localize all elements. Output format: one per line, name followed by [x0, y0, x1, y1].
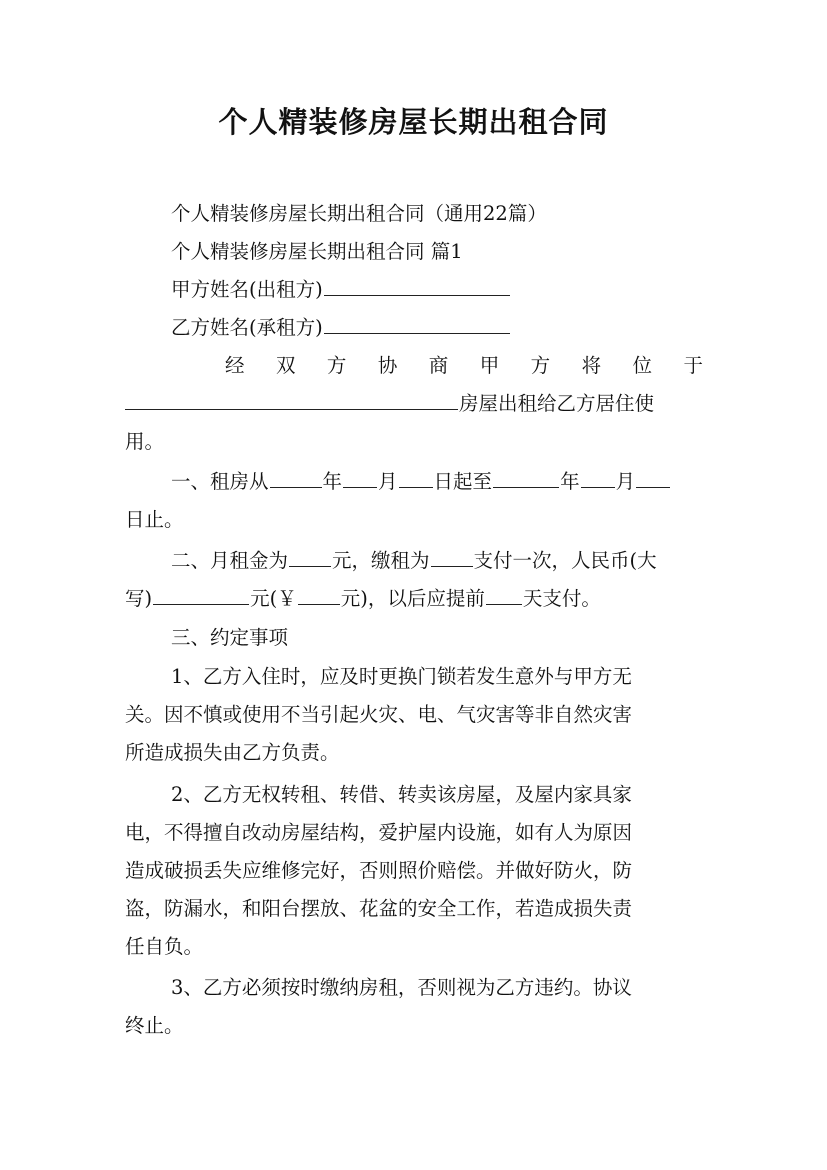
item3-text-1: 3、乙方必须按时缴纳房租，否则视为乙方违约。协议 — [171, 976, 632, 999]
clause2-pay: 支付一次，人民币(大 — [473, 549, 657, 572]
intro-char: 方 — [326, 354, 347, 377]
clause2-yuan: 元，缴租为 — [332, 549, 430, 572]
intro-line-3-text: 用。 — [125, 430, 165, 453]
item1-text-2: 关。因不慎或使用不当引起火灾、电、气灾害等非自然灾害 — [125, 703, 633, 726]
clause1-day-to: 日起至 — [433, 470, 493, 493]
subtitle-line — [171, 195, 749, 233]
rmb-number-blank[interactable] — [298, 584, 340, 605]
item1-text-1: 1、乙方入住时，应及时更换门锁若发生意外与甲方无 — [171, 665, 632, 688]
party-b-label: 乙方姓名(承租方) — [171, 316, 323, 339]
item1-text-3: 所造成损失由乙方负责。 — [125, 741, 340, 764]
party-a-line — [171, 271, 749, 309]
end-day-blank[interactable] — [636, 467, 670, 488]
subtitle: 个人精装修房屋长期出租合同（通用22篇） — [171, 202, 547, 225]
item2-line-3 — [125, 852, 703, 890]
intro-line-3 — [125, 423, 703, 461]
clause2-line2-a: 写) — [125, 587, 153, 610]
item2-line-1 — [171, 776, 749, 814]
item1-line-3 — [125, 734, 703, 772]
section-title-line — [171, 233, 749, 271]
rmb-words-blank[interactable] — [153, 584, 249, 605]
clause1-text-a: 一、租房从 — [171, 470, 269, 493]
clause3-heading-line — [171, 619, 749, 657]
clause2-line2-b: 元(￥ — [250, 587, 297, 610]
clause1-line-2 — [125, 501, 703, 539]
party-b-blank[interactable] — [324, 313, 510, 334]
item2-text-2: 电，不得擅自改动房屋结构，爱护屋内设施，如有人为原因 — [125, 821, 633, 844]
party-a-label: 甲方姓名(出租方) — [171, 278, 323, 301]
end-year-blank[interactable] — [493, 467, 559, 488]
clause2-line-1 — [171, 542, 749, 580]
intro-line-2-text: 房屋出租给乙方居住使 — [459, 392, 655, 415]
start-year-blank[interactable] — [270, 467, 322, 488]
party-b-line — [171, 309, 749, 347]
item2-text-1: 2、乙方无权转租、转借、转卖该房屋，及屋内家具家 — [171, 783, 632, 806]
intro-char: 将 — [581, 354, 602, 377]
pay-period-blank[interactable] — [431, 546, 473, 567]
intro-line-1 — [225, 347, 703, 385]
item2-text-4: 盗，防漏水，和阳台摆放、花盆的安全工作，若造成损失责 — [125, 897, 633, 920]
item3-line-2 — [125, 1007, 703, 1045]
intro-char: 位 — [632, 354, 653, 377]
item3-text-2: 终止。 — [125, 1014, 184, 1037]
item2-text-3: 造成破损丢失应维修完好，否则照价赔偿。并做好防火，防 — [125, 859, 633, 882]
intro-spread-text — [225, 347, 703, 385]
clause3-heading: 三、约定事项 — [171, 626, 289, 649]
start-month-blank[interactable] — [343, 467, 377, 488]
intro-char: 商 — [428, 354, 449, 377]
clause2-line2-c: 元)，以后应提前 — [340, 587, 485, 610]
clause1-month1: 月 — [378, 470, 398, 493]
clause2-line-2 — [125, 580, 703, 618]
clause2-text-a: 二、月租金为 — [171, 549, 289, 572]
item1-line-1 — [171, 658, 749, 696]
item2-line-4 — [125, 890, 703, 928]
document-title: 个人精装修房屋长期出租合同 — [218, 105, 609, 139]
clause1-year1: 年 — [322, 470, 343, 493]
intro-line-2 — [125, 385, 703, 423]
item2-line-2 — [125, 814, 703, 852]
clause1-month2: 月 — [615, 470, 636, 493]
end-month-blank[interactable] — [581, 467, 615, 488]
intro-char: 于 — [683, 354, 703, 377]
section-title: 个人精装修房屋长期出租合同 篇1 — [171, 240, 463, 263]
item1-line-2 — [125, 696, 703, 734]
intro-char: 方 — [530, 354, 551, 377]
item3-line-1 — [171, 969, 749, 1007]
item2-line-5 — [125, 928, 703, 966]
location-blank[interactable] — [125, 389, 458, 410]
party-a-blank[interactable] — [324, 275, 510, 296]
clause2-line2-d: 天支付。 — [522, 587, 601, 610]
intro-char: 甲 — [479, 354, 500, 377]
clause1-year2: 年 — [560, 470, 580, 493]
intro-char: 协 — [377, 354, 398, 377]
item2-text-5: 任自负。 — [125, 935, 204, 958]
intro-char: 经 — [225, 354, 245, 377]
clause1-line-1 — [171, 463, 749, 501]
rent-amount-blank[interactable] — [289, 546, 331, 567]
intro-char: 双 — [275, 354, 296, 377]
advance-days-blank[interactable] — [486, 584, 522, 605]
clause1-line-2-text: 日止。 — [125, 508, 184, 531]
start-day-blank[interactable] — [399, 467, 433, 488]
